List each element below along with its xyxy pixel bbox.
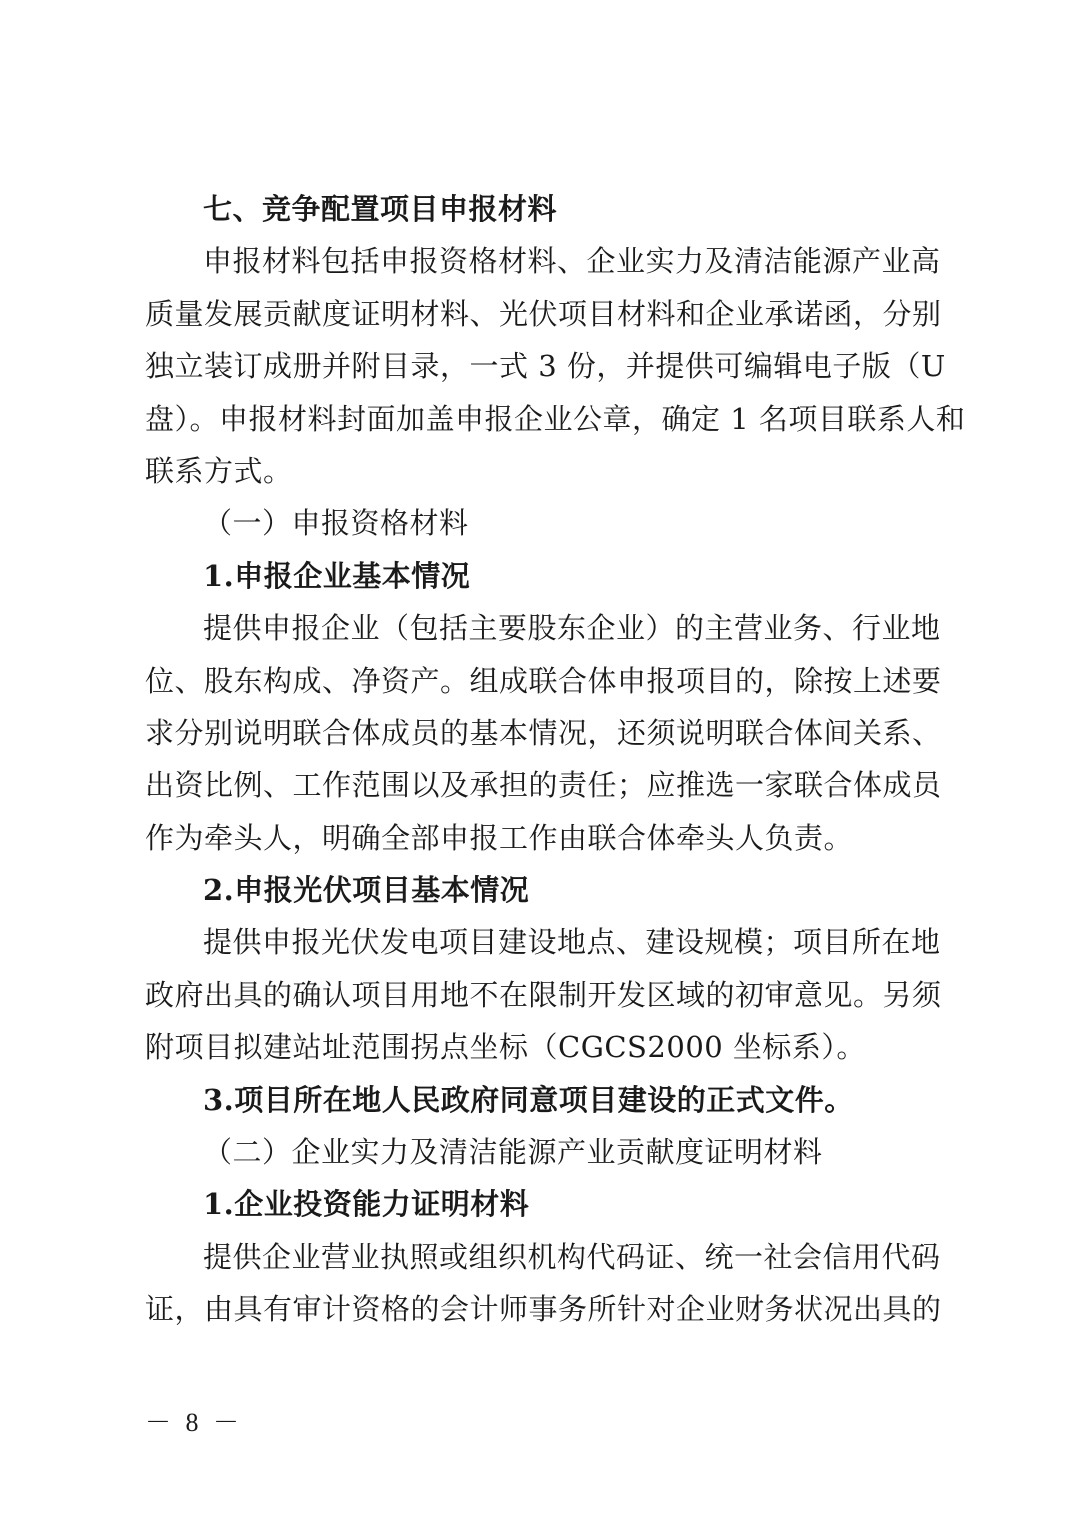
paragraph-line: 申报材料包括申报资格材料、企业实力及清洁能源产业高	[203, 244, 941, 279]
paragraph-line: 独立装订成册并附目录，一式 3 份，并提供可编辑电子版（U	[145, 349, 946, 384]
item-title: 1.企业投资能力证明材料	[203, 1187, 530, 1222]
paragraph-line: 作为牵头人，明确全部申报工作由联合体牵头人负责。	[145, 820, 854, 855]
paragraph-line: 位、股东构成、净资产。组成联合体申报项目的，除按上述要	[145, 663, 942, 698]
paragraph-line: 联系方式。	[145, 453, 293, 488]
paragraph-line: 求分别说明联合体成员的基本情况，还须说明联合体间关系、	[145, 715, 942, 750]
paragraph-line: 证，由具有审计资格的会计师事务所针对企业财务状况出具的	[145, 1292, 942, 1327]
paragraph-line: 附项目拟建站址范围拐点坐标（CGCS2000 坐标系）。	[145, 1030, 866, 1065]
paragraph-line: 盘）。申报材料封面加盖申报企业公章，确定 1 名项目联系人和	[145, 401, 966, 436]
subsection-title: （一）申报资格材料	[203, 506, 469, 541]
paragraph-line: 出资比例、工作范围以及承担的责任；应推选一家联合体成员	[145, 768, 942, 803]
page-content	[145, 183, 966, 1336]
subsection-title: （二）企业实力及清洁能源产业贡献度证明材料	[203, 1135, 823, 1170]
item-title: 2.申报光伏项目基本情况	[203, 873, 530, 908]
section-heading: 七、竞争配置项目申报材料	[203, 192, 558, 226]
item-title: 1.申报企业基本情况	[203, 558, 471, 593]
paragraph-line: 提供申报企业（包括主要股东企业）的主营业务、行业地	[203, 611, 941, 646]
paragraph-line: 提供申报光伏发电项目建设地点、建设规模；项目所在地	[203, 925, 941, 960]
page-number: － 8 －	[145, 1408, 244, 1437]
paragraph-line: 提供企业营业执照或组织机构代码证、统一社会信用代码	[203, 1239, 941, 1274]
paragraph-line: 质量发展贡献度证明材料、光伏项目材料和企业承诺函，分别	[145, 296, 942, 331]
item-title: 3.项目所在地人民政府同意项目建设的正式文件。	[203, 1082, 854, 1117]
paragraph-line: 政府出具的确认项目用地不在限制开发区域的初审意见。另须	[145, 977, 942, 1012]
